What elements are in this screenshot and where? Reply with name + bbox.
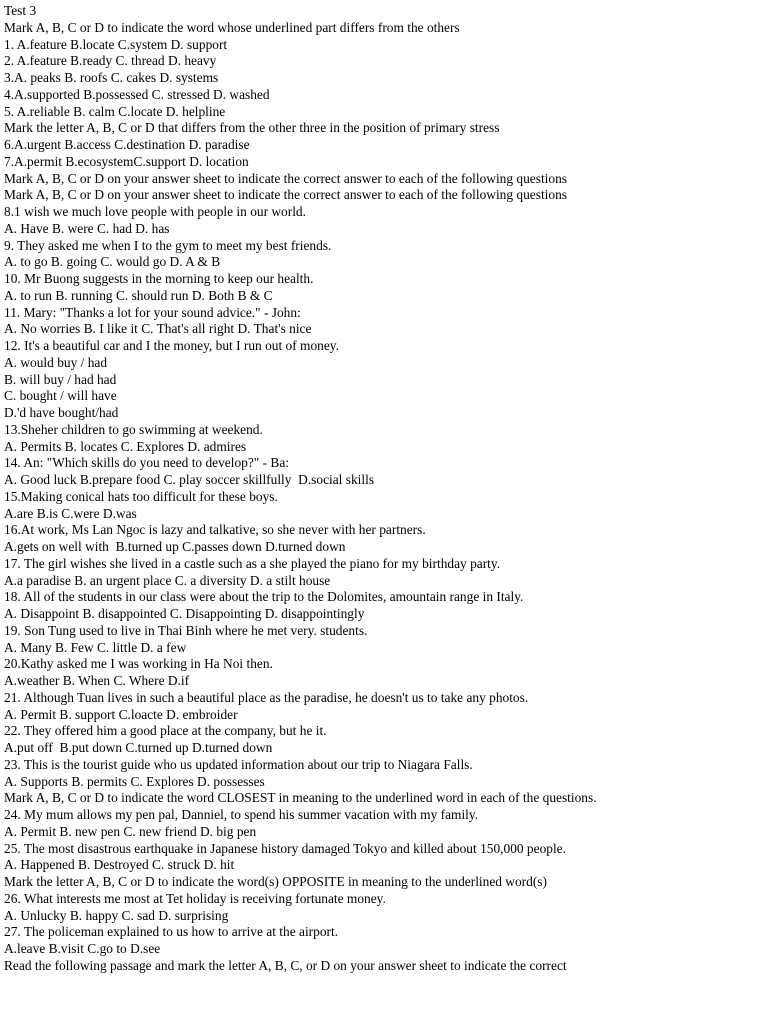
text-line: 1. A.feature B.locate C.system D. support <box>4 36 228 52</box>
text-line: A.put off B.put down C.turned up D.turned down <box>4 740 273 755</box>
text-line: Mark A, B, C or D to indicate the word whose underlined part differs from the others <box>4 19 460 35</box>
text-line: 18. All of the students in our class were about the trip to the Dolomites, amountain range in Italy. <box>4 589 524 605</box>
text-line: 22. They offered him a good place at the company, but he it. <box>4 723 327 739</box>
text-line: 21. Although Tuan lives in such a beautiful place as the paradise, he doesn't us to take any photos. <box>4 689 529 705</box>
text-line: A. Have B. were C. had D. has <box>4 220 170 236</box>
text-line: 11. Mary: "Thanks a lot for your sound advice." - John: <box>4 304 301 320</box>
text-line: 23. This is the tourist guide who us updated information about our trip to Niagara Falls. <box>4 756 473 772</box>
text-line: 20.Kathy asked me I was working in Ha Noi then. <box>4 656 273 672</box>
text-line: 9. They asked me when I to the gym to meet my best friends. <box>4 237 332 253</box>
text-line: A.weather B. When C. Where D.if <box>4 673 190 688</box>
text-line: A. Permit B. support C.loacte D. embroider <box>4 706 238 722</box>
text-line: 7.A.permit B.ecosystemC.support D. location <box>4 153 249 169</box>
text-line: 17. The girl wishes she lived in a castle such as a she played the piano for my birthday party. <box>4 555 501 571</box>
text-line: 16.At work, Ms Lan Ngoc is lazy and talkative, so she never with her partners. <box>4 522 426 538</box>
text-line: D.'d have bought/had <box>4 405 119 420</box>
text-line: A. Permits B. locates C. Explores D. admires <box>4 438 247 454</box>
text-line: 3.A. peaks B. roofs C. cakes D. systems <box>4 70 219 85</box>
text-line: 8.1 wish we much love people with people in our world. <box>4 204 306 219</box>
text-line: 27. The policeman explained to us how to arrive at the airport. <box>4 924 339 940</box>
text-line: A. to run B. running C. should run D. Both B & C <box>4 287 273 303</box>
text-line: Mark A, B, C or D on your answer sheet to indicate the correct answer to each of the following questions <box>4 170 568 186</box>
text-line: 6.A.urgent B.access C.destination D. paradise <box>4 137 250 152</box>
text-line: Mark A, B, C or D on your answer sheet to indicate the correct answer to each of the following questions <box>4 187 568 203</box>
text-line: 10. Mr Buong suggests in the morning to keep our health. <box>4 271 314 286</box>
text-line: A. to go B. going C. would go D. A & B <box>4 254 221 270</box>
text-line: 4.A.supported B.possessed C. stressed D. washed <box>4 86 270 102</box>
document-title: Test 3 <box>4 3 37 18</box>
text-line: A. Unlucky B. happy C. sad D. surprising <box>4 907 229 923</box>
text-line: 13.Sheher children to go swimming at weekend. <box>4 421 263 437</box>
text-line: A. Disappoint B. disappointed C. Disappointing D. disappointingly <box>4 606 365 621</box>
text-line: Read the following passage and mark the letter A, B, C, or D on your answer sheet to indicate the correct <box>4 957 567 973</box>
text-line: C. bought / will have <box>4 388 117 404</box>
text-line: B. will buy / had had <box>4 371 117 387</box>
text-line: 19. Son Tung used to live in Thai Binh where he met very. students. <box>4 622 368 638</box>
text-line: 5. A.reliable B. calm C.locate D. helpline <box>4 103 226 119</box>
text-line: Mark A, B, C or D to indicate the word CLOSEST in meaning to the underlined word in each of the questions. <box>4 790 597 806</box>
text-line: A. Happened B. Destroyed C. struck D. hit <box>4 857 235 873</box>
text-line: 2. A.feature B.ready C. thread D. heavy <box>4 53 217 69</box>
text-line: A. No worries B. I like it C. That's all right D. That's nice <box>4 321 312 337</box>
text-line: A.are B.is C.were D.was <box>4 505 137 521</box>
text-line: 24. My mum allows my pen pal, Danniel, to spend his summer vacation with my family. <box>4 807 479 822</box>
text-line: A.a paradise B. an urgent place C. a diversity D. a stilt house <box>4 572 331 588</box>
text-line: 15.Making conical hats too difficult for these boys. <box>4 488 278 504</box>
text-line: A. Many B. Few C. little D. a few <box>4 639 187 655</box>
text-line: A. Good luck B.prepare food C. play soccer skillfully D.social skills <box>4 472 375 487</box>
text-line: A.gets on well with B.turned up C.passes down D.turned down <box>4 539 346 554</box>
text-line: 25. The most disastrous earthquake in Japanese history damaged Tokyo and killed about 150,000 people. <box>4 840 566 856</box>
text-line: Mark the letter A, B, C or D that differs from the other three in the position of primary stress <box>4 120 500 136</box>
text-line: 12. It's a beautiful car and I the money, but I run out of money. <box>4 338 339 353</box>
text-line: A. would buy / had <box>4 354 108 370</box>
text-line: A. Supports B. permits C. Explores D. possesses <box>4 773 265 789</box>
text-line: A. Permit B. new pen C. new friend D. big pen <box>4 823 257 839</box>
text-line: 14. An: "Which skills do you need to develop?" - Ba: <box>4 455 290 471</box>
text-line: 26. What interests me most at Tet holiday is receiving fortunate money. <box>4 890 386 906</box>
text-line: A.leave B.visit C.go to D.see <box>4 941 161 956</box>
text-line: Mark the letter A, B, C or D to indicate the word(s) OPPOSITE in meaning to the underlined word(s) <box>4 874 547 889</box>
